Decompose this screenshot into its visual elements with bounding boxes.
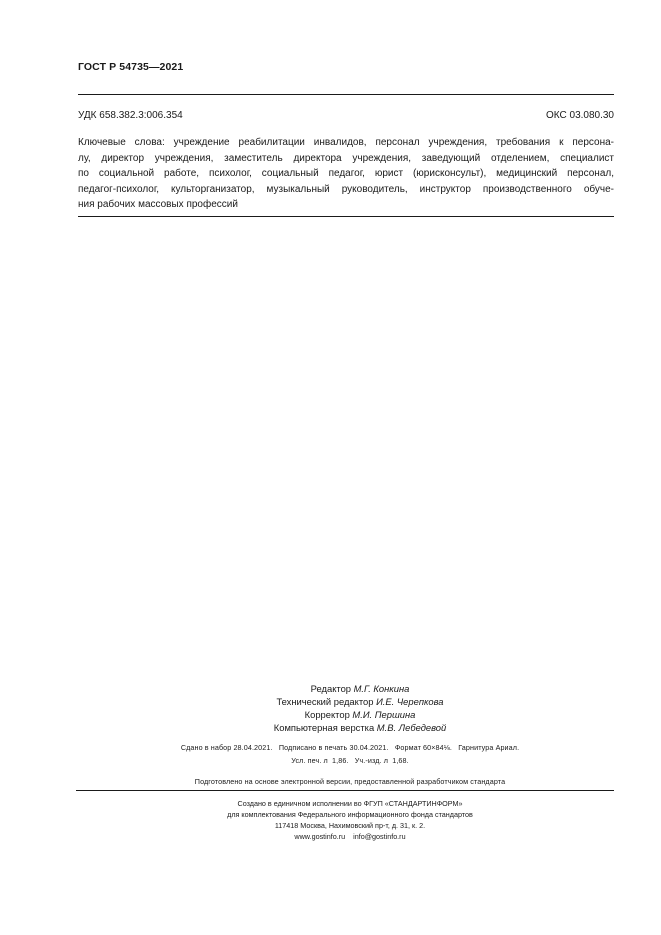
created-line: Создано в единичном исполнении во ФГУП «СТАНДАРТИНФОРМ»: [237, 799, 463, 808]
corrector-role: Корректор: [304, 709, 350, 720]
created-line: 117418 Москва, Нахимовский пр-т, д. 31, к. 2.: [274, 821, 426, 830]
keywords-line: ния рабочих массовых профессий: [78, 199, 238, 210]
created-line: для комплектования Федерального информационного фонда стандартов: [227, 810, 473, 819]
editor-row: [120, 682, 600, 695]
tech-editor-name: И.Е. Черепкова: [376, 696, 444, 707]
keywords-line: лу, директор учреждения, заместитель директора учреждения, заведующий отделением, специалист: [78, 152, 614, 164]
created-line: www.gostinfo.ru info@gostinfo.ru: [294, 832, 406, 841]
keywords-rule: [78, 216, 614, 217]
tech-editor-row: [120, 695, 600, 708]
document-header: ГОСТ Р 54735—2021: [78, 61, 184, 73]
tech-editor-role: Технический редактор: [276, 696, 374, 707]
oks-code: ОКС 03.080.30: [546, 110, 614, 121]
footer-rule: [76, 790, 614, 791]
editor-name: М.Г. Конкина: [353, 683, 410, 694]
source-note: Подготовлено на основе электронной версии, предоставленной разработчиком стандарта: [194, 777, 506, 786]
header-rule: [78, 94, 614, 95]
publication-line: Сдано в набор 28.04.2021. Подписано в печать 30.04.2021. Формат 60×84⅛. Гарнитура Ариал.: [180, 743, 520, 752]
layout-role: Компьютерная верстка: [273, 722, 375, 733]
corrector-row: [120, 708, 600, 721]
udk-code: УДК 658.382.3:006.354: [78, 110, 183, 121]
keywords-line: по социальной работе, психолог, социальный педагог, юрист (юрисконсульт), медицинский персонал,: [78, 168, 614, 179]
created-block: [120, 798, 580, 842]
corrector-name: М.И. Першина: [352, 709, 416, 720]
editor-role: Редактор: [310, 683, 352, 694]
keywords-block: [78, 135, 614, 213]
credits-block: [120, 682, 600, 734]
publication-line: Усл. печ. л 1,86. Уч.-изд. л 1,68.: [291, 756, 409, 765]
keywords-line: педагог-психолог, культорганизатор, музыкальный руководитель, инструктор производственного обуче-: [78, 183, 614, 195]
layout-name: М.В. Лебедевой: [376, 722, 447, 733]
layout-row: [120, 721, 600, 734]
keywords-line: Ключевые слова: учреждение реабилитации инвалидов, персонал учреждения, требования к персона-: [78, 137, 614, 148]
